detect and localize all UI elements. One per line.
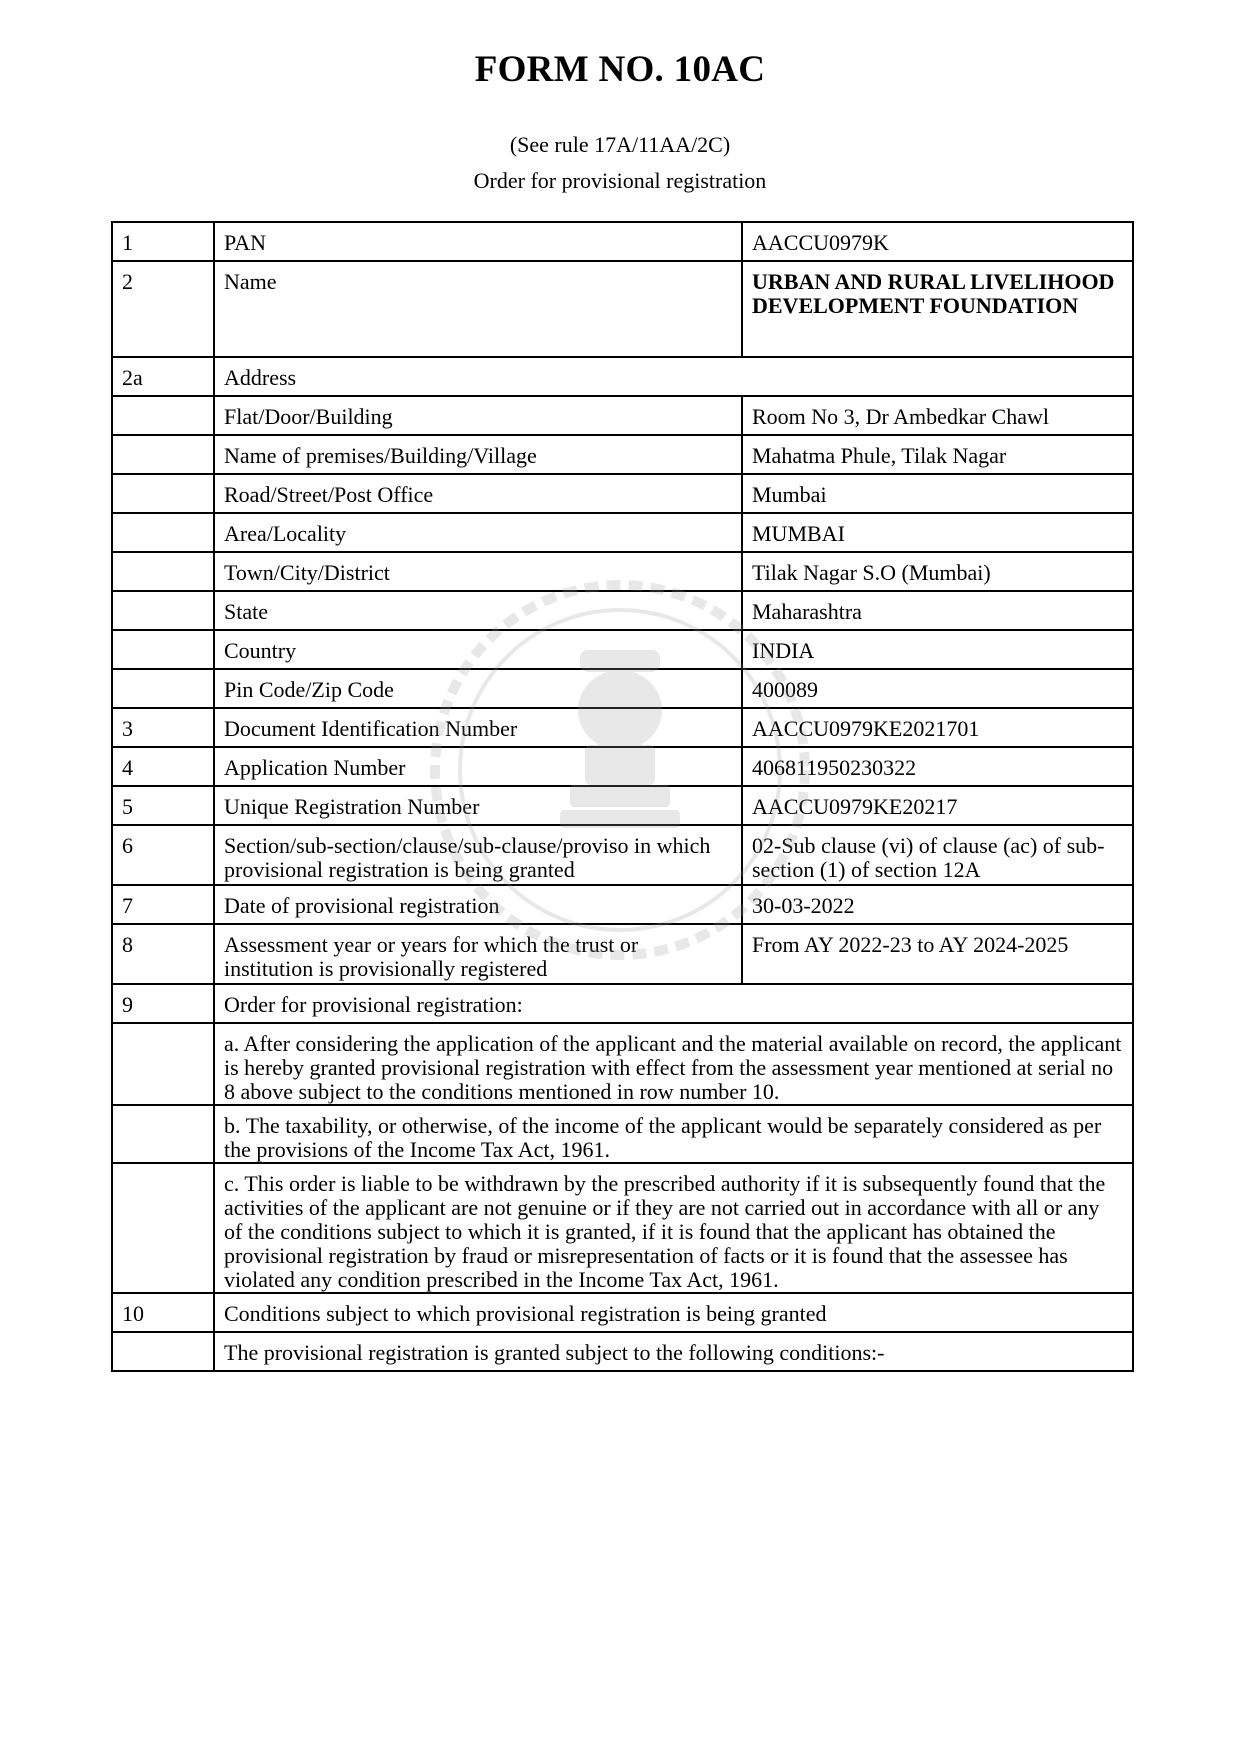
table-row-order (112, 984, 1133, 1023)
table-row-country (112, 630, 1133, 669)
row-number: 4 (112, 747, 214, 786)
row-number: 2a (112, 357, 214, 396)
row-label: Application Number (214, 747, 742, 786)
form-title: FORM NO. 10AC (474, 49, 766, 90)
row-label: Assessment year or years for which the trust or institution is provisionally registered (214, 924, 742, 984)
rule-reference: (See rule 17A/11AA/2C) (509, 132, 731, 157)
ay-value: From AY 2022-23 to AY 2024-2025 (742, 924, 1133, 984)
flat-value: Room No 3, Dr Ambedkar Chawl (742, 396, 1133, 435)
table-row-town (112, 552, 1133, 591)
conditions-intro: The provisional registration is granted subject to the following conditions:- (214, 1332, 1133, 1371)
row-label: Date of provisional registration (214, 885, 742, 924)
table-row-pan (112, 222, 1133, 261)
row-number: 7 (112, 885, 214, 924)
urn-value: AACCU0979KE20217 (742, 786, 1133, 825)
order-clause-a: a. After considering the application of the applicant and the material available on record, the applicant is hereby granted provisional registration with effect from the assessment year mentioned at serial no 8 above subject to the conditions mentioned in row number 10. (214, 1023, 1133, 1105)
pin-value: 400089 (742, 669, 1133, 708)
date-value: 30-03-2022 (742, 885, 1133, 924)
table-row-date (112, 885, 1133, 924)
state-value: Maharashtra (742, 591, 1133, 630)
row-label: Road/Street/Post Office (214, 474, 742, 513)
row-label: Country (214, 630, 742, 669)
row-number: 8 (112, 924, 214, 984)
country-value: INDIA (742, 630, 1133, 669)
table-row-premises (112, 435, 1133, 474)
table-row-name (112, 261, 1133, 357)
row-number: 5 (112, 786, 214, 825)
row-number: 6 (112, 825, 214, 885)
row-number: 1 (112, 222, 214, 261)
table-row-order-c (112, 1163, 1133, 1293)
din-value: AACCU0979KE2021701 (742, 708, 1133, 747)
road-value: Mumbai (742, 474, 1133, 513)
row-number: 9 (112, 984, 214, 1023)
row-label: Section/sub-section/clause/sub-clause/proviso in which provisional registration is being granted (214, 825, 742, 885)
table-row-urn (112, 786, 1133, 825)
table-row-road (112, 474, 1133, 513)
order-clause-c: c. This order is liable to be withdrawn by the prescribed authority if it is subsequently found that the activities of the applicant are not genuine or if they are not carried out in accordance with all or any of the conditions subject to which it is granted, if it is found that the applicant has obtained the provisional registration by fraud or misrepresentation of facts or it is found that the assessee has violated any condition prescribed in the Income Tax Act, 1961. (214, 1163, 1133, 1293)
row-label: Unique Registration Number (214, 786, 742, 825)
table-row-conditions (112, 1293, 1133, 1332)
row-label: Document Identification Number (214, 708, 742, 747)
registration-table (111, 221, 1134, 1372)
table-row-din (112, 708, 1133, 747)
table-row-application (112, 747, 1133, 786)
section-value: 02-Sub clause (vi) of clause (ac) of sub-section (1) of section 12A (742, 825, 1133, 885)
table-row-address (112, 357, 1133, 396)
application-value: 406811950230322 (742, 747, 1133, 786)
row-number: 2 (112, 261, 214, 357)
row-number: 3 (112, 708, 214, 747)
row-label: Address (214, 357, 1133, 396)
table-row-order-a (112, 1023, 1133, 1105)
table-row-state (112, 591, 1133, 630)
area-value: MUMBAI (742, 513, 1133, 552)
row-label: Flat/Door/Building (214, 396, 742, 435)
table-row-flat (112, 396, 1133, 435)
row-number: 10 (112, 1293, 214, 1332)
order-clause-b: b. The taxability, or otherwise, of the income of the applicant would be separately considered as per the provisions of the Income Tax Act, 1961. (214, 1105, 1133, 1163)
table-row-area (112, 513, 1133, 552)
row-label: Pin Code/Zip Code (214, 669, 742, 708)
premises-value: Mahatma Phule, Tilak Nagar (742, 435, 1133, 474)
row-label: State (214, 591, 742, 630)
row-label: PAN (214, 222, 742, 261)
row-label: Conditions subject to which provisional registration is being granted (214, 1293, 1133, 1332)
row-label: Area/Locality (214, 513, 742, 552)
table-row-ay (112, 924, 1133, 984)
form-subtitle: Order for provisional registration (473, 168, 767, 193)
table-row-order-b (112, 1105, 1133, 1163)
row-label: Order for provisional registration: (214, 984, 1133, 1023)
row-label: Town/City/District (214, 552, 742, 591)
table-row-conditions-intro (112, 1332, 1133, 1371)
table-row-pin (112, 669, 1133, 708)
row-label: Name of premises/Building/Village (214, 435, 742, 474)
pan-value: AACCU0979K (742, 222, 1133, 261)
name-value: URBAN AND RURAL LIVELIHOOD DEVELOPMENT FOUNDATION (742, 261, 1133, 357)
table-row-section (112, 825, 1133, 885)
town-value: Tilak Nagar S.O (Mumbai) (742, 552, 1133, 591)
row-label: Name (214, 261, 742, 357)
